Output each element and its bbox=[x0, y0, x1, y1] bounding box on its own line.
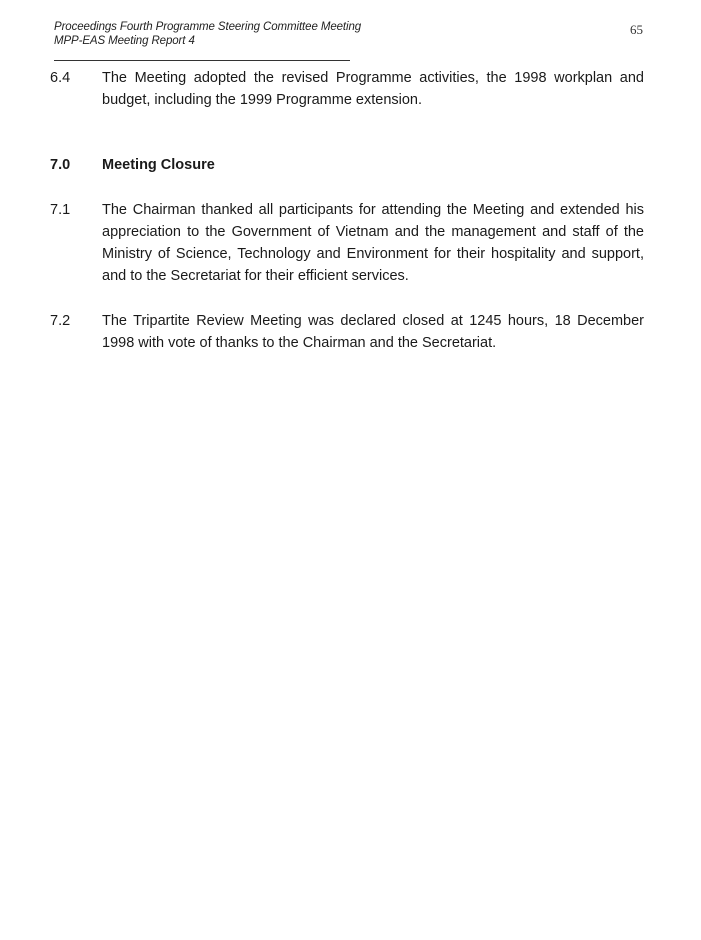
paragraph-text: The Tripartite Review Meeting was declared closed at 1245 hours, 18 December 1998 with vote of thanks to the Chairman and the Secretariat. bbox=[102, 313, 644, 351]
section-heading-7-0 bbox=[50, 154, 644, 176]
section-number: 7.0 bbox=[50, 157, 71, 173]
paragraph-number: 7.2 bbox=[50, 313, 71, 329]
paragraph-number: 6.4 bbox=[50, 70, 71, 86]
paragraph-text: The Chairman thanked all participants for attending the Meeting and extended his appreciation to the Government of Vietnam and the management and staff of the Ministry of Science, Technology and Environment for their hospitality and support, and to the Secretariat for their efficient services. bbox=[102, 202, 644, 284]
paragraph-number: 7.1 bbox=[50, 202, 71, 218]
header-subtitle: MPP-EAS Meeting Report 4 bbox=[54, 35, 195, 47]
section-title: Meeting Closure bbox=[102, 157, 215, 173]
page-number: 65 bbox=[630, 22, 643, 37]
paragraph-7-1 bbox=[50, 199, 644, 287]
page-header bbox=[54, 20, 654, 48]
paragraph-6-4 bbox=[50, 67, 644, 111]
header-divider bbox=[54, 60, 350, 61]
header-title: Proceedings Fourth Programme Steering Committee Meeting bbox=[54, 21, 362, 33]
paragraph-7-2 bbox=[50, 310, 644, 354]
paragraph-text: The Meeting adopted the revised Programme activities, the 1998 workplan and budget, including the 1999 Programme extension. bbox=[102, 70, 644, 108]
